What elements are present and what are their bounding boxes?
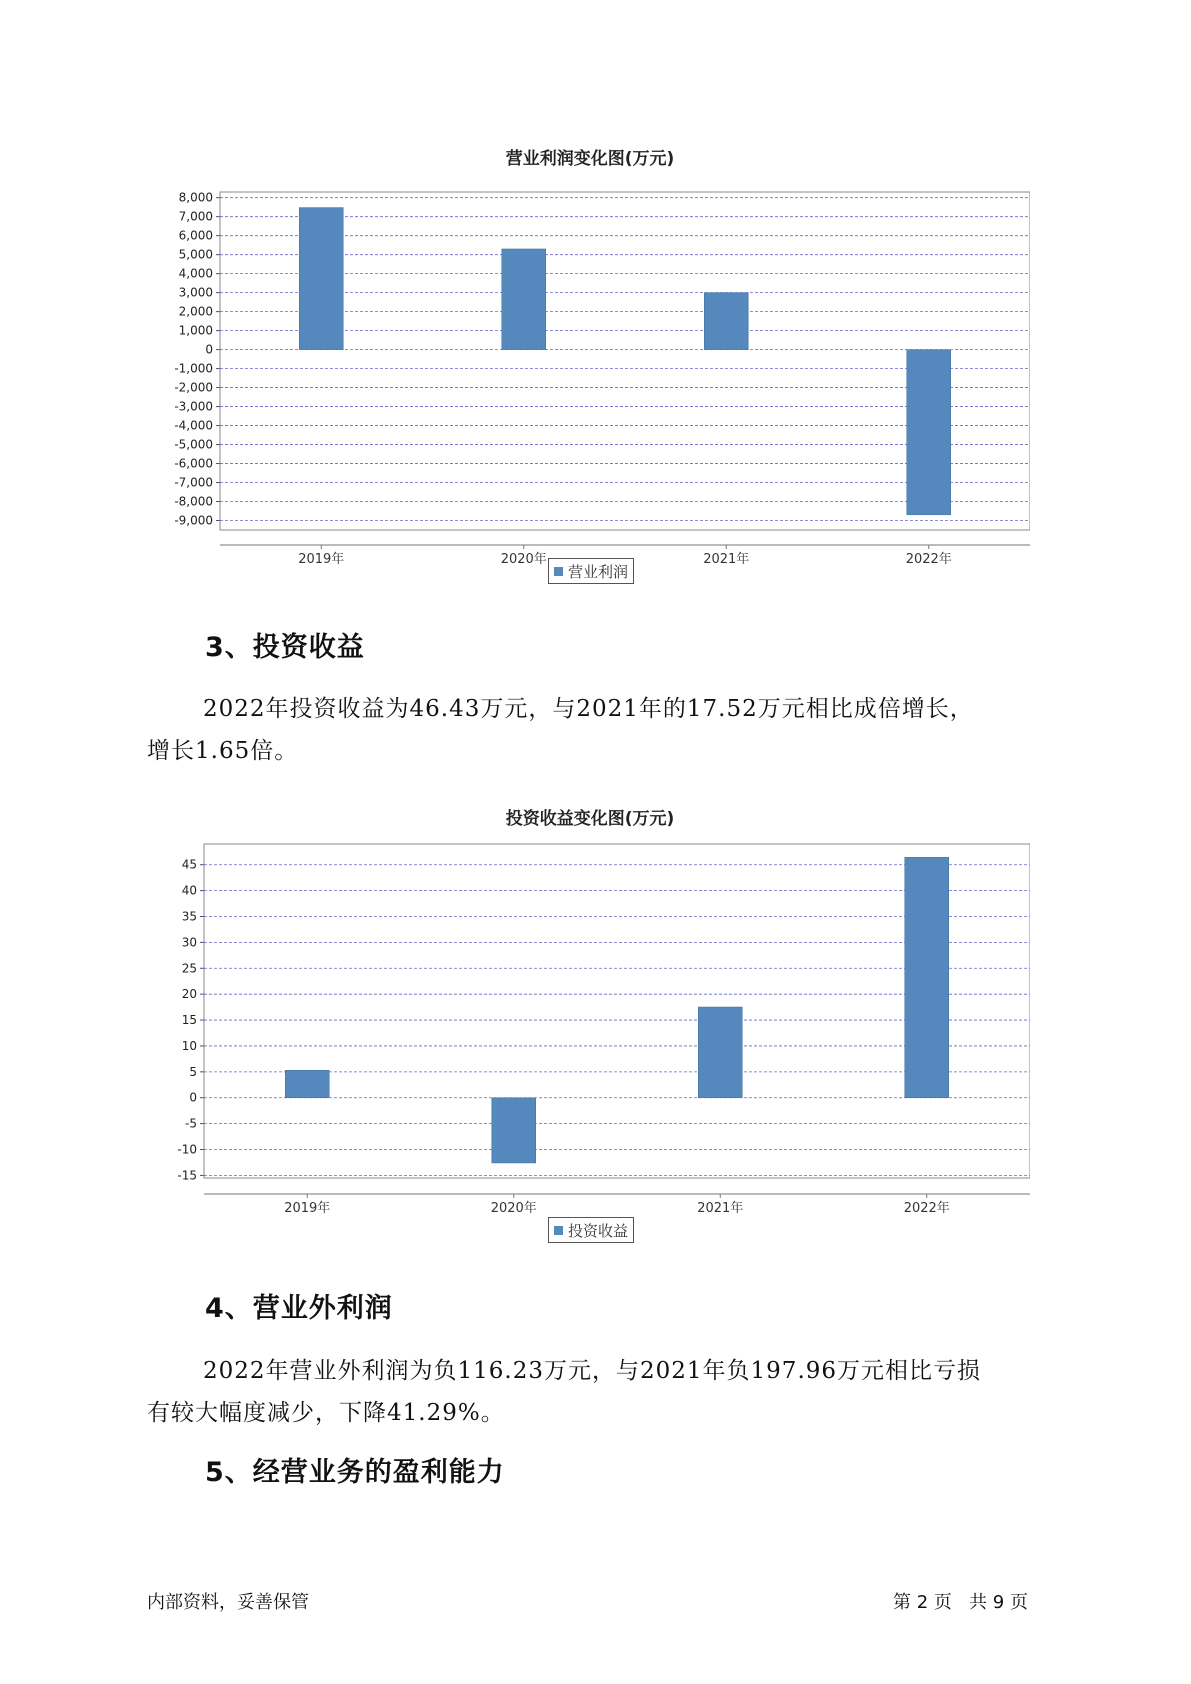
legend-label: 投资收益 <box>568 1221 629 1240</box>
y-tick-label: 1,000 <box>178 323 213 338</box>
y-tick-label: 35 <box>181 909 197 924</box>
x-tick-label: 2021年 <box>703 552 750 567</box>
bar <box>905 857 949 1097</box>
y-tick-label: -10 <box>177 1142 197 1157</box>
y-tick-label: 7,000 <box>178 209 213 224</box>
y-tick-label: 6,000 <box>178 228 213 243</box>
paragraph-line: 2022年投资收益为46.43万元，与2021年的17.52万元相比成倍增长， <box>203 696 974 722</box>
section-4-paragraph <box>147 1350 1047 1434</box>
y-tick-label: -8,000 <box>174 494 213 509</box>
y-tick-label: 30 <box>181 935 197 950</box>
bar <box>704 293 748 350</box>
y-tick-label: 25 <box>181 961 197 976</box>
y-tick-label: 5 <box>189 1064 197 1079</box>
x-tick-label: 2020年 <box>500 552 547 567</box>
y-tick-label: 40 <box>181 883 197 898</box>
bar <box>698 1007 742 1098</box>
y-tick-label: -5 <box>185 1116 197 1131</box>
investment-income-chart-block <box>150 800 1030 1250</box>
y-tick-label: 15 <box>181 1013 197 1028</box>
y-tick-label: -6,000 <box>174 456 213 471</box>
legend-swatch <box>554 567 563 576</box>
section-4-heading: 4、营业外利润 <box>205 1293 393 1324</box>
y-tick-label: 3,000 <box>178 285 213 300</box>
paragraph-line: 有较大幅度减少，下降41.29%。 <box>147 1400 505 1426</box>
legend-label: 营业利润 <box>568 562 629 581</box>
bar <box>492 1098 536 1163</box>
section-3-paragraph <box>147 688 1047 772</box>
x-tick-label: 2021年 <box>697 1201 744 1216</box>
x-tick-label: 2022年 <box>905 552 952 567</box>
y-tick-label: 5,000 <box>178 247 213 262</box>
y-tick-label: -7,000 <box>174 475 213 490</box>
y-tick-label: 20 <box>181 987 197 1002</box>
x-tick-label: 2022年 <box>903 1201 950 1216</box>
y-tick-label: -2,000 <box>174 380 213 395</box>
footer-confidential: 内部资料，妥善保管 <box>147 1592 309 1613</box>
paragraph-line: 增长1.65倍。 <box>147 738 299 764</box>
y-tick-label: -9,000 <box>174 513 213 528</box>
chart-legend <box>548 558 634 584</box>
x-tick-label: 2019年 <box>298 552 345 567</box>
chart-title: 营业利润变化图(万元) <box>505 149 675 169</box>
y-tick-label: 4,000 <box>178 266 213 281</box>
y-tick-label: 10 <box>181 1038 197 1053</box>
chart-legend <box>548 1217 634 1243</box>
x-tick-label: 2020年 <box>490 1201 537 1216</box>
y-tick-label: 45 <box>181 857 197 872</box>
section-5-heading: 5、经营业务的盈利能力 <box>205 1457 505 1488</box>
y-tick-label: -4,000 <box>174 418 213 433</box>
footer-page-number: 第 2 页 共 9 页 <box>893 1592 1028 1613</box>
y-tick-label: 0 <box>205 342 213 357</box>
y-tick-label: 2,000 <box>178 304 213 319</box>
y-tick-label: -3,000 <box>174 399 213 414</box>
paragraph-line: 2022年营业外利润为负116.23万元，与2021年负197.96万元相比亏损 <box>203 1358 982 1384</box>
y-tick-label: -15 <box>177 1168 197 1183</box>
section-3-heading: 3、投资收益 <box>205 632 365 663</box>
bar <box>907 350 951 515</box>
investment-income-chart <box>150 840 1030 1230</box>
y-tick-label: -5,000 <box>174 437 213 452</box>
bar <box>299 208 343 350</box>
operating-profit-chart-block <box>150 140 1030 590</box>
operating-profit-chart <box>150 180 1030 570</box>
y-tick-label: -1,000 <box>174 361 213 376</box>
x-tick-label: 2019年 <box>284 1201 331 1216</box>
bar <box>502 249 546 350</box>
legend-swatch <box>554 1226 563 1235</box>
chart-title: 投资收益变化图(万元) <box>505 809 675 829</box>
bar <box>285 1070 329 1097</box>
y-tick-label: 8,000 <box>178 190 213 205</box>
y-tick-label: 0 <box>189 1090 197 1105</box>
